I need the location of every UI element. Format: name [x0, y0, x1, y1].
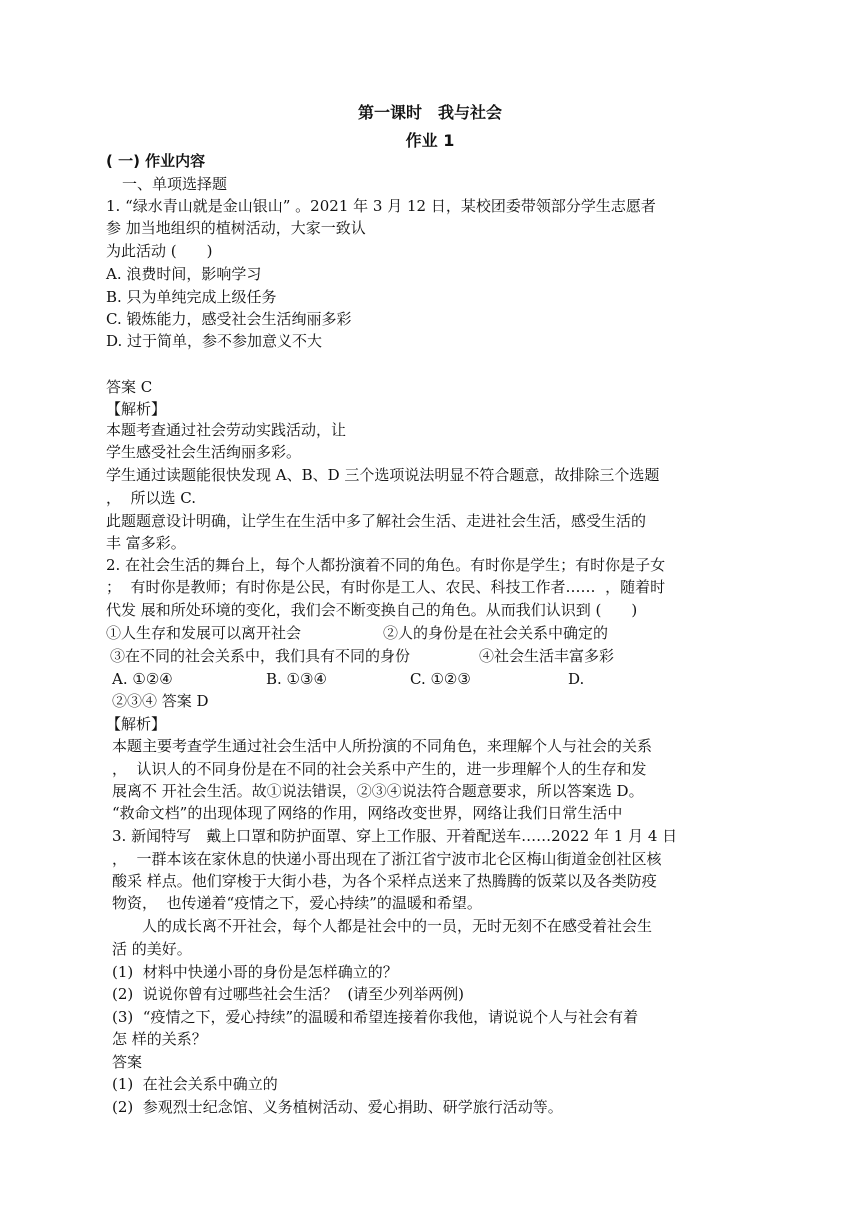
page-title: 第一课时 我与社会	[357, 103, 502, 122]
q1-option-d: D. 过于简单，参不参加意义不大	[106, 332, 323, 350]
q1-option-b: B. 只为单纯完成上级任务	[106, 288, 277, 306]
q2-option-b: B. ①③④	[266, 670, 327, 688]
q3-paragraph-line: 活 的美好。	[112, 940, 192, 958]
q2-analysis-line: 本题主要考查学生通过社会生活中人所扮演的不同角色，来理解个人与社会的关系	[112, 737, 653, 755]
q1-stem-line: 为此活动 ( )	[106, 242, 213, 260]
q1-analysis-line: 学生感受社会生活绚丽多彩。	[106, 443, 302, 461]
q2-stem-line: ； 有时你是教师；有时你是公民，有时你是工人、农民、科技工作者…… ，随着时	[106, 578, 666, 596]
q3-stem-line: ， 一群本该在家休息的快递小哥出现在了浙江省宁波市北仑区梅山街道金创社区核	[112, 850, 662, 868]
q3-question-1: (1) 材料中快递小哥的身份是怎样确立的？	[112, 963, 398, 981]
q2-analysis-line: ， 认识人的不同身份是在不同的社会关系中产生的，进一步理解个人的生存和发	[112, 760, 647, 778]
q2-statement-3: ③在不同的社会关系中，我们具有不同的身份	[110, 647, 411, 665]
q3-question-3-cont: 怎 样的关系？	[112, 1030, 207, 1048]
section-heading: ( 一) 作业内容	[106, 152, 206, 170]
q2-analysis-label: 【解析】	[106, 715, 167, 733]
q2-option-c: C. ①②③	[410, 670, 471, 688]
q2-statement-2: ②人的身份是在社会关系中确定的	[383, 624, 609, 642]
q1-analysis-line: ， 所以选 C.	[106, 489, 197, 507]
q3-stem-line: 3. 新闻特写 戴上口罩和防护面罩、穿上工作服、开着配送车……2022 年 1 月 4 日	[112, 827, 678, 845]
q1-option-a: A. 浪费时间，影响学习	[106, 265, 262, 283]
q2-option-d: D.	[568, 670, 585, 688]
q2-stem-line: 2. 在社会生活的舞台上，每个人都扮演着不同的角色。有时你是学生；有时你是子女	[106, 556, 666, 574]
q3-answer-label: 答案	[112, 1053, 143, 1071]
q3-question-2: (2) 说说你曾有过哪些社会生活？ (请至少列举两例)	[112, 985, 465, 1003]
q3-question-3: (3) “疫情之下，爱心持续”的温暖和希望连接着你我他，请说说个人与社会有着	[112, 1008, 639, 1026]
q1-option-c: C. 锻炼能力，感受社会生活绚丽多彩	[106, 310, 352, 328]
q2-option-a: A. ①②④	[112, 670, 173, 688]
q2-statement-4: ④社会生活丰富多彩	[479, 647, 615, 665]
q3-answer-2: (2) 参观烈士纪念馆、义务植树活动、爱心捐助、研学旅行活动等。	[112, 1098, 563, 1116]
q2-analysis-line: 展离不 开社会生活。故①说法错误，②③④说法符合题意要求，所以答案选 D。	[112, 782, 644, 800]
q1-stem-line: 参 加当地组织的植树活动，大家一致认	[106, 219, 366, 237]
q1-analysis-line: 本题考查通过社会劳动实践活动，让	[106, 421, 347, 439]
q1-answer: 答案 C	[106, 378, 153, 396]
q1-analysis-line: 丰 富多彩。	[106, 534, 186, 552]
q2-stem-line: 代发 展和所处环境的变化，我们会不断变换自己的角色。从而我们认识到 ( )	[106, 601, 638, 619]
q3-answer-1: (1) 在社会关系中确立的	[112, 1075, 278, 1093]
q3-stem-line: 物资， 也传递着“疫情之下，爱心持续”的温暖和希望。	[112, 894, 482, 912]
q1-analysis-line: 此题题意设计明确，让学生在生活中多了解社会生活、走进社会生活，感受生活的	[106, 512, 647, 530]
page-subtitle: 作业 1	[405, 131, 455, 150]
q1-analysis-line: 学生通过读题能很快发现 A、B、D 三个选项说法明显不符合题意，故排除三个选题	[106, 466, 660, 484]
q2-option-d-cont: ②③④ 答案 D	[112, 692, 209, 710]
q3-stem-line: 酸采 样点。他们穿梭于大街小巷，为各个采样点送来了热腾腾的饭菜以及各类防疫	[112, 872, 657, 890]
sub-heading: 一、单项选择题	[122, 175, 228, 193]
q1-stem-line: 1. “绿水青山就是金山银山” 。2021 年 3 月 12 日，某校团委带领部分学生志愿者	[106, 197, 656, 215]
q3-paragraph-line: 人的成长离不开社会，每个人都是社会中的一员，无时无刻不在感受着社会生	[112, 917, 653, 935]
q1-analysis-label: 【解析】	[106, 400, 167, 418]
q2-analysis-line: “救命文档”的出现体现了网络的作用，网络改变世界，网络让我们日常生活中	[112, 804, 623, 822]
q2-statement-1: ①人生存和发展可以离开社会	[106, 624, 302, 642]
